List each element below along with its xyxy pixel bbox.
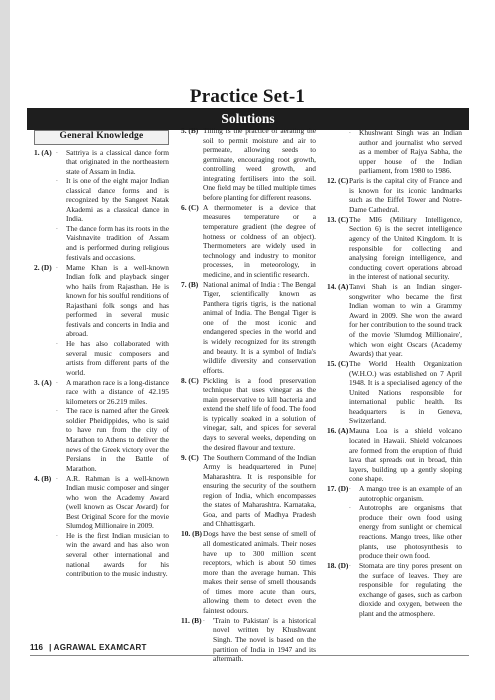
question-number — [327, 561, 349, 618]
answer-text: The MI6 (Military Intelligence, Section 6) is the secret intelligence agency of the United Kingdom. It is responsible for collecting and analysing foreign intelligence, and conducting covert operations abroad in the interest of national security. — [349, 214, 462, 282]
question-num: 7. — [181, 279, 187, 289]
bullet-row — [349, 503, 462, 560]
answer-text: Dogs have the best sense of smell of all domesticated animals. Their noses have up to 300 million scent receptors, which is about 50 times more than the average human. This makes their sense of smell thousands of times more acute than ours, allowing them to detect even the faintest odours. — [203, 529, 316, 615]
answer-option: (A) — [41, 147, 52, 157]
question-number — [181, 453, 203, 529]
bullet-text: 'Train to Pakistan' is a historical novel written by Khushwant Singh. The novel is based on the partition of India in 1947 and its aftermath. — [213, 615, 316, 664]
plain-row — [203, 203, 316, 279]
question-num: 2. — [34, 262, 40, 272]
answer-text: A thermometer is a device that measures temperature or a temperature gradient (the degree of hotness or coldness of an object). Thermometers are widely used in technology and industry to monitor processes, in meteorology, in medicine, and in scientific research. — [203, 202, 316, 279]
answer-text: Pickling is a food preservation technique that uses vinegar as the main preservative to kill bacteria and extend the shelf life of food. The food is typically soaked in a solution of vinegar, salt, and spices for several days to several weeks, depending on the desired flavour and texture. — [203, 375, 316, 452]
bullet-text: He has also collaborated with several music composers and artists from different parts of the world. — [66, 338, 169, 377]
footer-brand: AGRAWAL EXAMCART — [53, 643, 147, 652]
question-item — [34, 474, 169, 579]
question-item — [181, 616, 316, 664]
question-item — [181, 376, 316, 452]
plain-row — [203, 529, 316, 615]
bullet-row — [56, 378, 169, 407]
answer-option: (C) — [188, 375, 199, 385]
answer-option: (B) — [192, 529, 202, 539]
question-item — [181, 203, 316, 279]
answer-option: (C) — [188, 202, 199, 212]
plain-row — [349, 215, 462, 282]
solutions-banner: Solutions — [27, 108, 469, 130]
question-number — [327, 282, 349, 358]
question-number — [327, 426, 349, 483]
answer-option: (C) — [338, 359, 349, 369]
answer-option: (A) — [41, 377, 52, 387]
bullet-text: He is the first Indian musician to win the award and has also won several other international and national awards for his contribution to the music industry. — [66, 530, 169, 579]
answer-body — [56, 378, 169, 473]
answer-body — [349, 282, 462, 358]
question-num: 11. — [181, 615, 190, 625]
answer-option: (D) — [41, 262, 52, 272]
question-item — [327, 282, 462, 358]
bullet-row — [56, 531, 169, 579]
question-number — [34, 474, 56, 579]
bullet-text: A.R. Rahman is a well-known Indian music composer and singer who won the Academy Award (well known as Oscar Award) for Best Original Score for the movie Slumdog Millionaire in 2009. — [66, 473, 169, 531]
answer-body — [203, 616, 316, 664]
bullet-row — [56, 406, 169, 473]
bullet-text: Stomata are tiny pores present on the surface of leaves. They are responsible for regulating the exchange of gases, such as carbon dioxide and oxygen, between the plant and the atmosphere. — [359, 561, 462, 618]
bullet-row — [56, 339, 169, 377]
question-item — [327, 215, 462, 282]
answer-body — [203, 203, 316, 279]
answer-body — [349, 176, 462, 214]
question-num: 12. — [327, 176, 337, 186]
bullet-icon: ∙ — [56, 147, 58, 157]
answer-body — [56, 263, 169, 378]
question-item — [181, 453, 316, 529]
answer-body — [56, 474, 169, 579]
question-num: 14. — [327, 282, 337, 292]
question-number — [181, 203, 203, 279]
question-num: 18. — [327, 561, 337, 571]
bullet-icon: ∙ — [56, 338, 58, 348]
question-number — [34, 263, 56, 378]
question-item — [327, 561, 462, 618]
page-number: 116 — [30, 643, 43, 652]
question-num: 17. — [327, 484, 337, 494]
answer-text: The Southern Command of the Indian Army is headquartered in Pune| Maharashtra. It is responsible for ensuring the security of the southern region of India, which encompasses the states of Maharashtra. Karnataka, Goa, and parts of Madhya Pradesh and Chhattisgarh. — [203, 452, 316, 529]
column-3 — [327, 128, 462, 619]
answer-text: The World Health Organization (W.H.O.) was established on 7 April 1948. It is a specialised agency of the United Nations responsible for international public health. Its headquarters is in Geneva, Switzerland. — [349, 359, 462, 426]
question-item — [34, 148, 169, 263]
answer-option: (C) — [338, 214, 349, 224]
answer-body — [349, 359, 462, 426]
answer-option: (C) — [188, 452, 199, 462]
answer-text: Mauna Loa is a shield volcano located in Hawaii. Shield volcanoes are formed from the eruption of fluid lava that spreads out in broad, thin layers, building up a gently sloping cone shape. — [349, 426, 462, 484]
bullet-icon: ∙ — [56, 406, 58, 416]
question-num: 15. — [327, 359, 337, 369]
bullet-icon: ∙ — [56, 223, 58, 233]
answer-option: (B) — [188, 279, 199, 289]
bullet-text: Khushwant Singh was an Indian author and journalist who served as a member of Rajya Sabha, the upper house of the Indian parliament, from 1980 to 1986. — [359, 128, 462, 176]
question-number — [327, 176, 349, 214]
answer-body — [349, 484, 462, 560]
plain-row — [203, 453, 316, 529]
bullet-row — [56, 263, 169, 339]
footer-rule — [30, 655, 469, 656]
answer-body — [203, 529, 316, 615]
question-num: 6. — [181, 202, 187, 212]
bullet-row — [56, 474, 169, 531]
answer-body — [349, 215, 462, 282]
question-num: 4. — [34, 473, 40, 483]
answer-body — [349, 128, 462, 176]
question-number — [327, 128, 349, 176]
plain-row — [203, 126, 316, 202]
question-item — [34, 378, 169, 473]
bullet-icon: ∙ — [56, 262, 58, 272]
answer-body — [203, 376, 316, 452]
plain-row — [349, 176, 462, 214]
answer-option: (A) — [338, 282, 349, 292]
question-num: 5. — [181, 126, 187, 135]
section-heading: General Knowledge — [34, 130, 169, 145]
question-item — [181, 529, 316, 615]
column-2 — [181, 126, 316, 664]
question-item — [327, 359, 462, 426]
answer-option: (B) — [188, 126, 199, 135]
answer-body — [203, 453, 316, 529]
question-number — [181, 529, 203, 615]
bullet-icon: ∙ — [349, 484, 351, 494]
bullet-text: The race is named after the Greek soldier Pheidippides, who is said to have run from the city of Marathon to Athens to deliver the news of the Greek victory over the Persians in the Battle of Marathon. — [66, 406, 169, 473]
bullet-icon: ∙ — [349, 561, 351, 571]
bullet-row — [56, 224, 169, 262]
bullet-icon: ∙ — [349, 128, 351, 137]
bullet-text: The dance form has its roots in the Vaishnavite tradition of Assam and is performed during religious festivals and occasions. — [66, 223, 169, 262]
answer-text: National animal of India : The Bengal Tiger, scientifically known as Panthera tigris tigris, is the national animal of India. The Bengal Tiger is one of the most iconic and endangered species in the world and is widely recognized for its strength and beauty. It is a symbol of India's wildlife diversity and conservation efforts. — [203, 279, 316, 375]
question-num: 16. — [327, 426, 337, 436]
question-num: 13. — [327, 214, 337, 224]
question-number — [34, 378, 56, 473]
plain-row — [349, 426, 462, 483]
question-item — [181, 126, 316, 202]
col3-list — [327, 128, 462, 618]
question-number — [181, 280, 203, 375]
question-number — [181, 376, 203, 452]
question-num: 9. — [181, 452, 187, 462]
col1-list — [34, 148, 169, 579]
question-number — [181, 616, 203, 664]
page-footer — [30, 643, 147, 652]
plain-row — [203, 376, 316, 452]
bullet-text: A mango tree is an example of an autotrophic organism. — [359, 484, 462, 503]
question-num: 3. — [34, 377, 40, 387]
question-number — [327, 484, 349, 560]
bullet-text: Autotrophs are organisms that produce their own food using energy from sunlight or chemical reactions. Mango trees, like other plants, use photosynthesis to produce their own food. — [359, 503, 462, 561]
bullet-icon: ∙ — [56, 530, 58, 540]
answer-option: (B) — [41, 473, 52, 483]
bullet-icon: ∙ — [56, 377, 58, 387]
question-item — [181, 280, 316, 375]
bullet-icon: ∙ — [203, 615, 205, 625]
page-title: Practice Set-1 — [189, 86, 306, 107]
answer-body — [203, 126, 316, 202]
bullet-row — [56, 176, 169, 224]
question-num: 1. — [34, 147, 40, 157]
question-item — [327, 484, 462, 560]
answer-option: (C) — [338, 176, 349, 186]
question-item — [327, 426, 462, 483]
answer-option: (A) — [338, 426, 349, 436]
bullet-row — [203, 616, 316, 664]
answer-text: Paris is the capital city of France and is known for its iconic landmarks such as the Eiffel Tower and Notre-Dame Cathedral. — [349, 176, 462, 214]
answer-body — [349, 426, 462, 483]
answer-body — [349, 561, 462, 618]
question-item — [327, 128, 462, 176]
bullet-text: Mame Khan is a well-known Indian folk and playback singer who hails from Rajasthan. He is known for his soulful renditions of Rajasthani folk songs and has performed in several music festivals and concerts in India and abroad. — [66, 262, 169, 339]
bullet-text: It is one of the eight major Indian classical dance forms and is recognized by the Sangeet Natak Akademi as a classical dance in India. — [66, 176, 169, 224]
bullet-row — [349, 561, 462, 618]
bullet-icon: ∙ — [56, 473, 58, 483]
bullet-text: A marathon race is a long-distance race with a distance of 42.195 kilometers or 26.219 miles. — [66, 377, 169, 406]
footer-separator: | — [49, 643, 52, 652]
answer-option: (D) — [338, 484, 349, 494]
question-item — [34, 263, 169, 378]
bullet-row — [56, 148, 169, 177]
question-number — [327, 215, 349, 282]
plain-row — [349, 359, 462, 426]
answer-text: Tilling is the practice of aerating the soil to permit moisture and air to permeate, allowing seeds to germinate, encouraging root growth, controlling weed growth, and integrating fertilisers into the soil. One field may be tilled multiple times before planting for different reasons. — [203, 126, 316, 202]
answer-option: (B) — [191, 615, 202, 625]
question-number — [181, 126, 203, 202]
answer-body — [56, 148, 169, 263]
plain-row — [203, 280, 316, 375]
bullet-icon: ∙ — [56, 176, 58, 186]
bullet-row — [349, 128, 462, 176]
question-num: 8. — [181, 375, 187, 385]
answer-option: (D) — [338, 561, 349, 571]
answer-body — [203, 280, 316, 375]
column-1 — [34, 124, 169, 579]
answer-text: Tanvi Shah is an Indian singer-songwriter who became the first Indian woman to win a Grammy Award in 2009. She won the award for her contribution to the sound track of the movie 'Slumdog Millionaire', which won eight Oscars (Academy Awards) that year. — [349, 282, 462, 359]
col2-list — [181, 126, 316, 664]
plain-row — [349, 282, 462, 358]
question-num: 10. — [181, 529, 191, 539]
bullet-text: Sattriya is a classical dance form that originated in the northeastern state of Assam in India. — [66, 147, 169, 176]
question-item — [327, 176, 462, 214]
question-number — [34, 148, 56, 263]
bullet-icon: ∙ — [349, 503, 351, 513]
bullet-row — [349, 484, 462, 503]
question-number — [327, 359, 349, 426]
